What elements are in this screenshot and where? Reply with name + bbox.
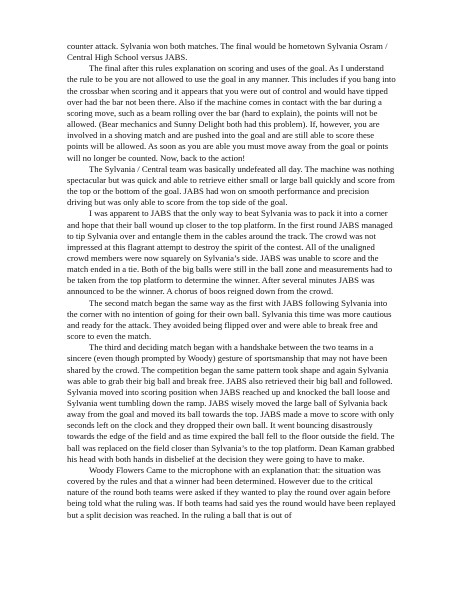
paragraph-4: I was apparent to JABS that the only way to beat Sylvania was to pack it into a corner and hope that their ball wound up closer to the top platform. In the first round JABS managed to tip Sylvania over and entangle them in the cables around the track. The crowd was not impressed at this flagrant attempt to destroy the spirit of the contest. All of the unaligned crowd members were now squarely on Sylvania’s side. JABS was unable to score and the match ended in a tie. Both of the big balls were still in the ball zone and measurements had to be taken from the top platform to determine the winner. After several minutes JABS was announced to be the winner. A chorus of boos reigned down from the crowd.: [67, 208, 393, 297]
paragraph-1: counter attack. Sylvania won both matches. The final would be hometown Sylvania Osram / Central High School versus JABS.: [67, 41, 388, 63]
paragraph-6: The third and deciding match began with a handshake between the two teams in a sincere (even though prompted by Woody) gesture of sportsmanship that may not have been shared by the crowd. The competition began the same pattern took shape and again Sylvania was able to grab their big ball and break free. JABS also retrieved their big ball and followed. Sylvania moved into scoring position when JABS reached up and knocked the ball loose and Sylvania went tumbling down the ramp. JABS wisely moved the large ball of Sylvania back away from the goal and moved its ball towards the top. JABS made a move to score with only seconds left on the clock and they dropped their own ball. It went bouncing disastrously towards the edge of the field and as time expired the ball fell to the floor outside the field. The ball was replaced on the field closer than Sylvania’s to the top platform. Dean Kaman grabbed his head with both hands in disbelief at the decision they were going to have to make.: [67, 342, 395, 464]
paragraph-7: Woody Flowers Came to the microphone with an explanation that: the situation was covered by the rules and that a winner had been determined. However due to the critical nature of the round both teams were asked if they wanted to play the round over again before being told what the ruling was. If both teams had said yes the round would have been replayed but a split decision was reached. In the ruling a ball that is out of: [67, 464, 396, 520]
paragraph-2: The final after this rules explanation on scoring and uses of the goal. As I understand the rule to be you are not allowed to use the goal in any manner. This includes if you bang into the crossbar when scoring and it appears that you were out of control and would have tipped over had the bar not been there. Also if the machine comes in contact with the bar during a scoring move, such as a beam rolling over the bar (hard to explain), the points will not be allowed. (Bear mechanics and Sunny Delight both had this problem). If, however, you are involved in a shoving match and are pushed into the goal and are still able to score these points will be allowed. As soon as you are able you must move away from the goal or points will no longer be counted. Now, back to the action!: [67, 63, 396, 163]
paragraph-5: The second match began the same way as the first with JABS following Sylvania into the corner with no intention of going for their own ball. Sylvania this time was more cautious and ready for the attack. They avoided being flipped over and were able to break free and score to even the match.: [67, 297, 392, 342]
document-body: [67, 41, 396, 521]
paragraph-3: The Sylvania / Central team was basically undefeated all day. The machine was nothing spectacular but was quick and able to retrieve either small or large ball quickly and score from the top or the bottom of the goal. JABS had won on smooth performance and precision driving but was only able to score from the top side of the goal.: [67, 163, 395, 208]
